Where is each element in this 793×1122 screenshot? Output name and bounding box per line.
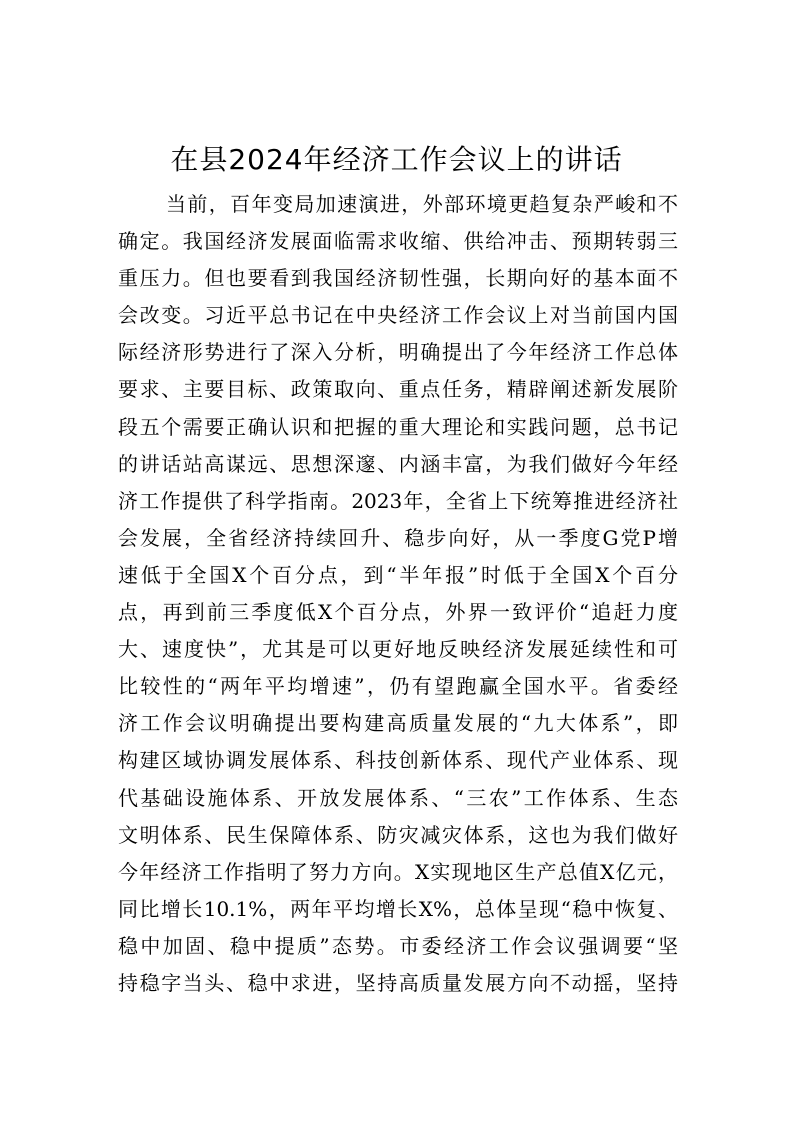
paragraph-line: 重压力。但也要看到我国经济韧性强，长期向好的基本面不	[118, 266, 678, 291]
paragraph-line: 会发展，全省经济持续回升、稳步向好，从一季度G党P增	[118, 525, 678, 550]
document-title: 在县2024年经济工作会议上的讲话	[170, 143, 623, 176]
paragraph-line: 际经济形势进行了深入分析，明确提出了今年经济工作总体	[118, 340, 678, 365]
paragraph-line: 速低于全国X个百分点，到“半年报”时低于全国X个百分	[118, 562, 678, 587]
paragraph-line: 的讲话站高谋远、思想深邃、内涵丰富，为我们做好今年经	[118, 451, 678, 476]
paragraph-line: 文明体系、民生保障体系、防灾减灾体系，这也为我们做好	[118, 822, 678, 847]
paragraph-line: 段五个需要正确认识和把握的重大理论和实践问题，总书记	[118, 414, 678, 439]
paragraph-line: 济工作会议明确提出要构建高质量发展的“九大体系”，即	[118, 711, 678, 736]
body-paragraph	[118, 186, 678, 1002]
paragraph-line: 点，再到前三季度低X个百分点，外界一致评价“追赶力度	[118, 600, 678, 625]
paragraph-line: 今年经济工作指明了努力方向。X实现地区生产总值X亿元，	[118, 859, 678, 884]
paragraph-line: 确定。我国经济发展面临需求收缩、供给冲击、预期转弱三	[118, 229, 678, 254]
paragraph-line: 稳中加固、稳中提质”态势。市委经济工作会议强调要“坚	[118, 933, 678, 958]
paragraph-line: 代基础设施体系、开放发展体系、“三农”工作体系、生态	[118, 785, 678, 810]
paragraph-line: 比较性的“两年平均增速”，仍有望跑赢全国水平。省委经	[118, 674, 678, 699]
paragraph-line: 济工作提供了科学指南。2023年，全省上下统筹推进经济社	[118, 488, 678, 513]
paragraph-line: 大、速度快”，尤其是可以更好地反映经济发展延续性和可	[118, 637, 678, 662]
paragraph-line: 持稳字当头、稳中求进，坚持高质量发展方向不动摇，坚持	[118, 970, 678, 995]
paragraph-line: 同比增长10.1%，两年平均增长X%，总体呈现“稳中恢复、	[118, 896, 678, 921]
paragraph-line: 会改变。习近平总书记在中央经济工作会议上对当前国内国	[118, 303, 678, 328]
paragraph-line: 要求、主要目标、政策取向、重点任务，精辟阐述新发展阶	[118, 377, 678, 402]
paragraph-line: 构建区域协调发展体系、科技创新体系、现代产业体系、现	[118, 748, 678, 773]
paragraph-line: 当前，百年变局加速演进，外部环境更趋复杂严峻和不	[166, 192, 678, 216]
